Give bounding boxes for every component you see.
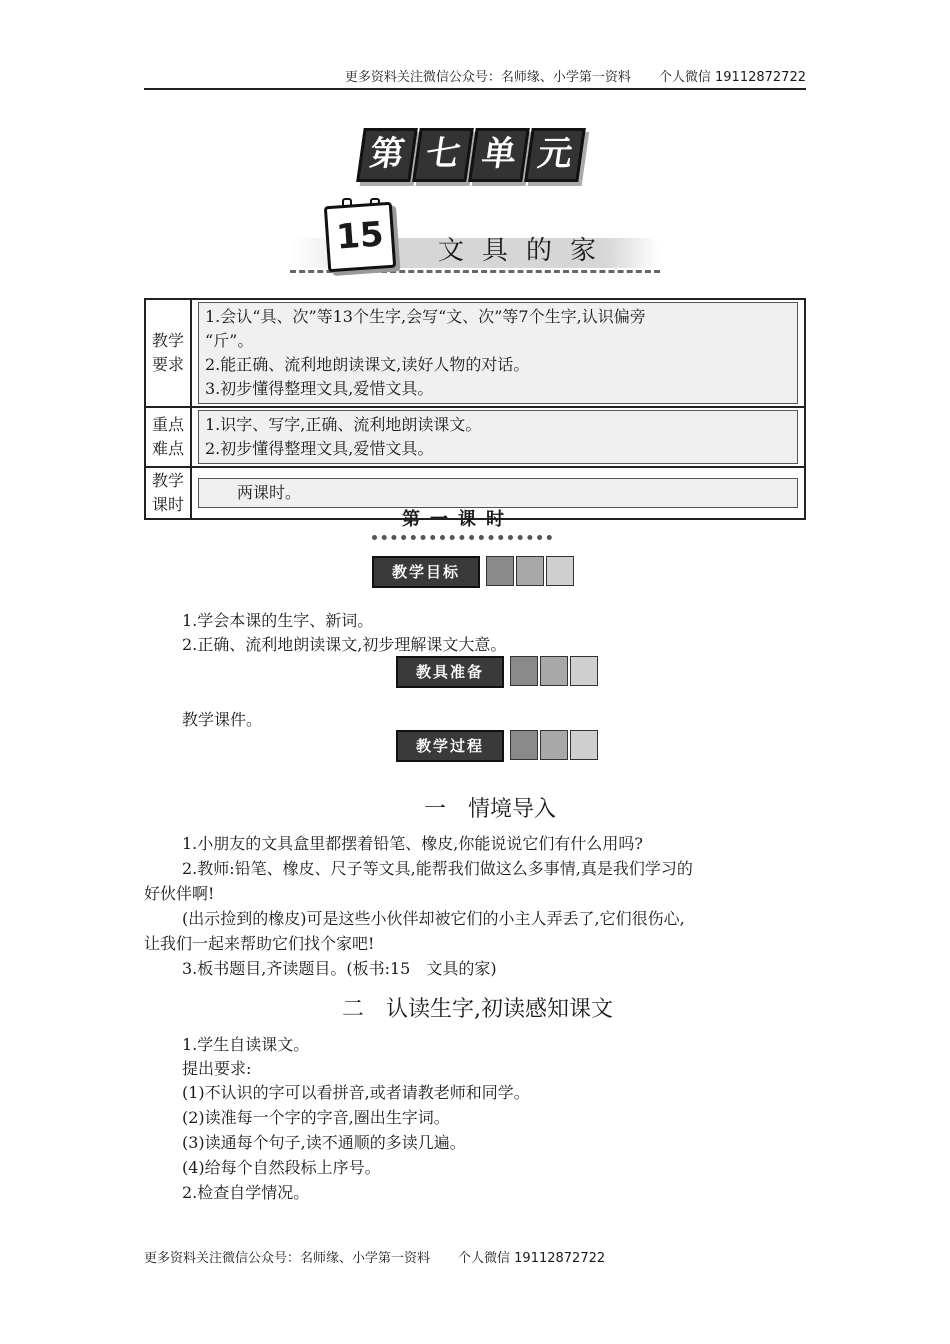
- section2-line: 2.检查自学情况。: [182, 1183, 310, 1202]
- section1-line: 好伙伴啊!: [144, 884, 215, 903]
- footer-contact: 个人微信 19112872722: [458, 1251, 606, 1266]
- table-row: [145, 299, 805, 407]
- session-heading: [372, 505, 572, 549]
- unit-char: 元: [524, 128, 586, 182]
- process-tag-label: 教学过程: [396, 730, 504, 762]
- session-divider: [372, 535, 552, 540]
- row-label: [145, 407, 191, 467]
- section1-line: 3.板书题目,齐读题目。(板书:15 文具的家): [182, 959, 497, 978]
- page-header: [144, 66, 806, 90]
- page-footer: [144, 1247, 605, 1266]
- tag-square: [516, 556, 544, 586]
- section2-line: (1)不认识的字可以看拼音,或者请教老师和同学。: [182, 1083, 530, 1102]
- objective-item: 1.学会本课的生字、新词。: [182, 611, 374, 630]
- tag-square: [540, 656, 568, 686]
- objective-item: 2.正确、流利地朗读课文,初步理解课文大意。: [182, 635, 507, 654]
- materials-text: 教学课件。: [182, 710, 263, 729]
- section2-heading: 二 认读生字,初读感知课文: [342, 997, 613, 1022]
- section2-line: 1.学生自读课文。: [182, 1035, 310, 1054]
- requirement-item: 3.初步懂得整理文具,爱惜文具。: [205, 379, 434, 398]
- section1-line: 让我们一起来帮助它们找个家吧!: [144, 934, 375, 953]
- section2-line: (3)读通每个句子,读不通顺的多读几遍。: [182, 1133, 466, 1152]
- header-contact: 个人微信 19112872722: [658, 70, 806, 85]
- row-content-box: [198, 302, 798, 404]
- row-label-text: 重点难点: [151, 415, 184, 458]
- tag-square: [540, 730, 568, 760]
- requirement-item: 2.初步懂得整理文具,爱惜文具。: [205, 439, 434, 458]
- tag-square: [570, 656, 598, 686]
- requirement-item: 2.能正确、流利地朗读课文,读好人物的对话。: [205, 355, 530, 374]
- section2-line: (4)给每个自然段标上序号。: [182, 1158, 381, 1177]
- section1-line: 1.小朋友的文具盒里都摆着铅笔、橡皮,你能说说它们有什么用吗?: [182, 834, 643, 853]
- row-content-box: [198, 478, 798, 508]
- requirement-item: 两课时。: [237, 483, 302, 502]
- tag-square: [486, 556, 514, 586]
- row-label-text: 教学要求: [151, 331, 184, 374]
- section2-line: (2)读准每一个字的字音,圈出生字词。: [182, 1108, 450, 1127]
- objectives-tag-label: 教学目标: [372, 556, 480, 588]
- section1-line: (出示捡到的橡皮)可是这些小伙伴却被它们的小主人弄丢了,它们很伤心,: [182, 909, 685, 928]
- row-label: [145, 299, 191, 407]
- section1-heading: 一 情境导入: [424, 797, 557, 822]
- table-row: [145, 407, 805, 467]
- unit-char: 第: [356, 128, 418, 182]
- lesson-title: 文具的家: [438, 236, 615, 266]
- row-label-text: 教学课时: [151, 471, 184, 514]
- tag-square: [570, 730, 598, 760]
- row-content: [191, 407, 805, 467]
- lesson-banner: [290, 196, 662, 282]
- footer-notice: 更多资料关注微信公众号：名师缘、小学第一资料: [144, 1251, 431, 1266]
- session-title: 第一课时: [402, 509, 514, 530]
- row-label: [145, 467, 191, 519]
- tag-square: [510, 730, 538, 760]
- requirement-item: 1.识字、写字,正确、流利地朗读课文。: [205, 415, 482, 434]
- header-notice: 更多资料关注微信公众号：名师缘、小学第一资料: [344, 70, 631, 85]
- materials-tag-label: 教具准备: [396, 656, 504, 688]
- tag-square: [510, 656, 538, 686]
- requirement-item: “斤”。: [205, 331, 254, 350]
- lesson-number-calendar-icon: 15: [324, 202, 396, 273]
- unit-banner: [360, 128, 590, 182]
- unit-char: 七: [412, 128, 474, 182]
- section1-line: 2.教师:铅笔、橡皮、尺子等文具,能帮我们做这么多事情,真是我们学习的: [182, 859, 693, 878]
- tag-square: [546, 556, 574, 586]
- requirements-table: [144, 298, 806, 520]
- requirement-item: 1.会认“具、次”等13个生字,会写“文、次”等7个生字,认识偏旁: [205, 307, 646, 326]
- section2-line: 提出要求:: [182, 1059, 252, 1078]
- row-content-box: [198, 410, 798, 464]
- row-content: [191, 299, 805, 407]
- unit-char: 单: [468, 128, 530, 182]
